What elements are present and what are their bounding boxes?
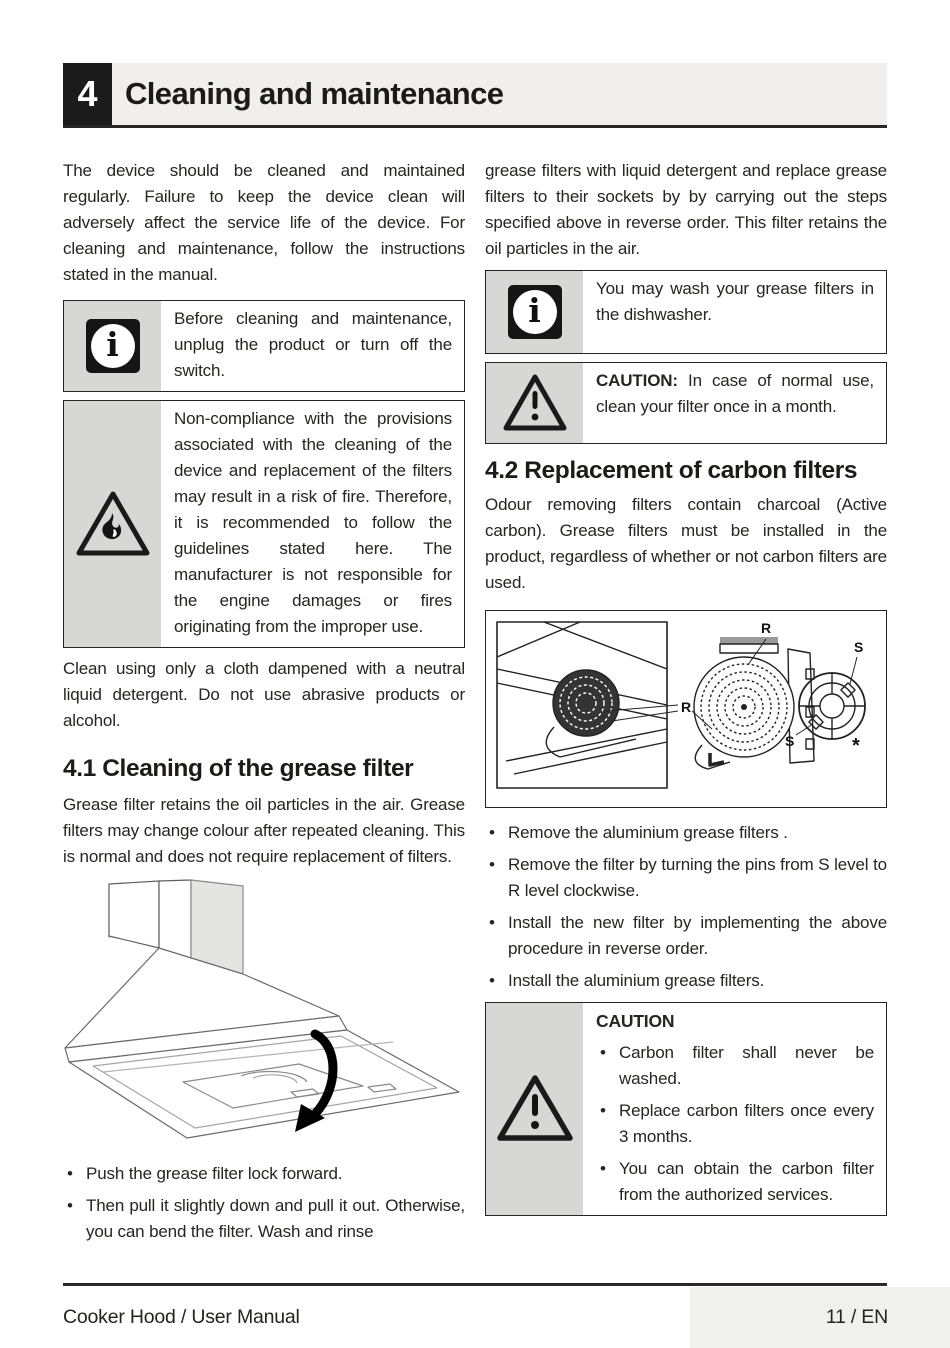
intro-paragraph: The device should be cleaned and maintained regularly. Failure to keep the device clean will adversely affect the service life of the device. For cleaning and maintenance, follow the instructions stated in the manual. (63, 161, 465, 284)
section-header (63, 63, 887, 128)
left-column (63, 158, 465, 1245)
footer-page-number: 11 / EN (825, 1306, 888, 1328)
info-box-text: Before cleaning and maintenance, unplug the product or turn off the switch. (174, 309, 452, 380)
section-header-row (63, 63, 887, 125)
info-box-icon-panel (486, 271, 583, 353)
list-item: • Install the aluminium grease filters. (485, 968, 887, 994)
info-box-icon-panel (64, 301, 161, 391)
fire-warning-icon-panel (64, 401, 161, 647)
list-item: • Remove the filter by turning the pins from S level to R level clockwise. (485, 852, 887, 904)
continuation-paragraph: grease filters with liquid detergent and replace grease filters to their sockets by by carrying out the steps specified above in reverse order. This filter retains the oil particles in the air. (485, 161, 887, 258)
info-icon-glyph: i (91, 324, 135, 368)
footer-document-title: Cooker Hood / User Manual (63, 1306, 300, 1328)
list-item: • Remove the aluminium grease filters . (485, 820, 887, 846)
diagram-label-r-left: R (681, 699, 692, 715)
info-box-body (583, 271, 886, 353)
caution-text: CAUTION: In case of normal use, clean your filter once in a month. (596, 371, 874, 416)
section-title-bar (112, 63, 887, 125)
section-4-1-body: Grease filter retains the oil particles in the air. Grease filters may change colour after repeated cleaning. This is normal and does not require replacement of filters. (63, 795, 465, 866)
diagram-label-s-bottom: S (785, 733, 795, 749)
right-column (485, 158, 887, 1216)
caution-box-body (583, 1003, 886, 1215)
fire-hazard-icon (75, 489, 151, 559)
diagram-label-s-top: S (854, 639, 864, 655)
diagram-label-r-top: R (761, 620, 772, 636)
fire-warning-text: Non-compliance with the provisions associated with the cleaning of the device and replacement of the filters may result in a risk of fire. Therefore, it is recommended to follow the guidelines stated here. The manufacturer is not responsible for the engine damages or fires originating from the improper use. (174, 409, 452, 636)
info-box-dishwasher (485, 270, 887, 354)
caution-icon-panel (486, 363, 583, 443)
cooker-hood-illustration (63, 876, 465, 1142)
section-number-box (63, 63, 112, 125)
list-item: • Replace carbon filters once every 3 months. (596, 1098, 874, 1150)
list-item: • Install the new filter by implementing the above procedure in reverse order. (485, 910, 887, 962)
section-title: Cleaning and maintenance (125, 76, 504, 111)
footer-page-block (690, 1287, 950, 1348)
carbon-filter-diagram-figure (485, 610, 887, 808)
section-4-1-title: 4.1 Cleaning of the grease filter (63, 755, 414, 782)
warning-triangle-icon (496, 1074, 574, 1144)
carbon-filter-diagram (486, 611, 885, 807)
diagram-label-asterisk: * (852, 735, 860, 757)
fire-warning-box (63, 400, 465, 648)
caution-box-body (583, 363, 886, 443)
list-item: • You can obtain the carbon filter from the authorized services. (596, 1156, 874, 1208)
section-4-2-title: 4.2 Replacement of carbon filters (485, 457, 858, 484)
carbon-filter-steps (485, 820, 887, 994)
section-number: 4 (77, 73, 98, 114)
section-4-2-body: Odour removing filters contain charcoal (Active carbon). Grease filters must be installed in the product, regardless of whether or not carbon filters are used. (485, 495, 887, 592)
info-icon (86, 319, 140, 373)
footer-rule (63, 1283, 887, 1286)
grease-filter-steps (63, 1161, 465, 1245)
info-icon (508, 285, 562, 339)
caution-icon-panel (486, 1003, 583, 1215)
list-item: • Then pull it slightly down and pull it out. Otherwise, you can bend the filter. Wash and rinse (63, 1193, 465, 1245)
hood-illustration-figure (63, 876, 465, 1147)
list-item: • Carbon filter shall never be washed. (596, 1040, 874, 1092)
caution-box-monthly (485, 362, 887, 444)
info-icon-glyph: i (513, 290, 557, 334)
info-box-text: You may wash your grease filters in the dishwasher. (596, 279, 874, 324)
caution-box-title: CAUTION (596, 1011, 675, 1031)
fire-warning-body (161, 401, 464, 647)
list-item: • Push the grease filter lock forward. (63, 1161, 465, 1187)
info-box-unplug (63, 300, 465, 392)
info-box-body (161, 301, 464, 391)
header-rule (63, 125, 887, 128)
clean-note-paragraph: Clean using only a cloth dampened with a neutral liquid detergent. Do not use abrasive products or alcohol. (63, 659, 465, 730)
caution-label: CAUTION: (596, 371, 678, 390)
warning-triangle-icon (502, 373, 568, 433)
caution-box-carbon (485, 1002, 887, 1216)
